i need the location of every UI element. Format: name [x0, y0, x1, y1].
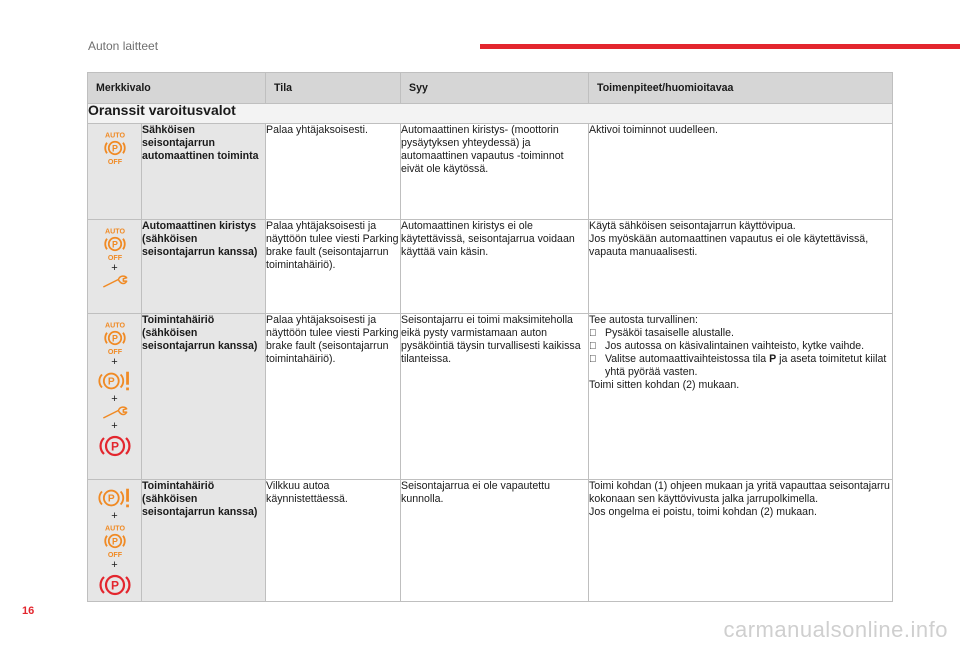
row-name: Sähköisen seisontajarrun automaattinen toiminta: [142, 124, 266, 220]
parking-brake-red-icon: [97, 571, 133, 599]
plus-sign: +: [111, 356, 118, 368]
auto-off-parking-icon: [99, 319, 131, 357]
row-state: Palaa yhtäjaksoisesti.: [266, 124, 401, 220]
table-row: [88, 124, 893, 220]
section-title: Auton laitteet: [88, 39, 159, 53]
row-action: [589, 124, 893, 220]
action-bullet: [589, 327, 892, 340]
bullet-text: [605, 353, 892, 379]
row-state: Palaa yhtäjaksoisesti ja näyttöön tulee viesti Parking brake fault (seisontajarrun toimintahäiriö).: [266, 314, 401, 480]
col-header-toimenpiteet: Toimenpiteet/huomioitavaa: [589, 73, 893, 104]
plus-sign: +: [111, 510, 118, 522]
row-action: [589, 220, 893, 314]
action-line: Käytä sähköisen seisontajarrun käyttövipua.: [589, 220, 796, 232]
auto-off-parking-icon: [99, 522, 131, 560]
row-name: Toimintahäiriö (sähköisen seisontajarrun kanssa): [142, 480, 266, 602]
watermark: carmanualsonline.info: [723, 617, 948, 642]
wrench-icon: [100, 274, 130, 290]
header-accent-bar: [480, 44, 960, 49]
wrench-icon: [100, 405, 130, 421]
row-icons: [88, 220, 142, 314]
bullet-text-bold: P: [769, 353, 777, 365]
row-state: Palaa yhtäjaksoisesti ja näyttöön tulee viesti Parking brake fault (seisontajarrun toimintahäiriö).: [266, 220, 401, 314]
row-cause: Seisontajarru ei toimi maksimiteholla eikä pysty varmistamaan auton pysäköintiä täysin turvallisesti kaikissa tilanteissa.: [401, 314, 589, 480]
plus-sign: +: [111, 420, 118, 432]
checkbox-bullet-icon: [589, 327, 605, 340]
action-line: Toimi kohdan (1) ohjeen mukaan ja yritä vapauttaa seisontajarru kokonaan sen käyttövivusta jalka jarrupolkimella.: [589, 480, 890, 505]
row-cause: Seisontajarrua ei ole vapautettu kunnolla.: [401, 480, 589, 602]
row-icons: [88, 314, 142, 480]
group-title: Oranssit varoitusvalot: [88, 104, 893, 124]
warning-lights-table: [87, 72, 893, 602]
row-action: [589, 480, 893, 602]
row-action: [589, 314, 893, 480]
table-row: [88, 220, 893, 314]
checkbox-bullet-icon: [589, 353, 605, 379]
bullet-text-part: ja aseta toimitetut kiilat yhtä pyörää vasten.: [605, 353, 887, 378]
row-icons: [88, 124, 142, 220]
bullet-text-part: Valitse automaattivaihteistossa tila: [605, 353, 770, 365]
row-cause: Automaattinen kiristys- (moottorin pysäytyksen yhteydessä) ja automaattinen vapautus -toiminnot eivät ole käytössä.: [401, 124, 589, 220]
checkbox-bullet-icon: [589, 340, 605, 353]
plus-sign: +: [111, 262, 118, 274]
col-header-tila: Tila: [266, 73, 401, 104]
bullet-text: Pysäköi tasaiselle alustalle.: [605, 327, 734, 339]
parking-exclamation-icon: [96, 368, 134, 394]
col-header-merkkivalo: Merkkivalo: [88, 73, 266, 104]
action-bullet: [589, 340, 892, 353]
action-line: Jos myöskään automaattinen vapautus ei ole käytettävissä, vapauta manuaalisesti.: [589, 233, 869, 258]
action-line: Toimi sitten kohdan (2) mukaan.: [589, 379, 740, 391]
table-row: [88, 314, 893, 480]
parking-brake-red-icon: [97, 432, 133, 460]
row-name: Automaattinen kiristys (sähköisen seisontajarrun kanssa): [142, 220, 266, 314]
action-line: Jos ongelma ei poistu, toimi kohdan (2) mukaan.: [589, 506, 817, 518]
page-number: 16: [22, 605, 35, 617]
bullet-text: Jos autossa on käsivalintainen vaihteisto, kytke vaihde.: [605, 340, 865, 352]
plus-sign: +: [111, 393, 118, 405]
row-icons: [88, 480, 142, 602]
auto-off-parking-icon: [99, 225, 131, 263]
row-name: Toimintahäiriö (sähköisen seisontajarrun kanssa): [142, 314, 266, 480]
table-row: [88, 480, 893, 602]
col-header-syy: Syy: [401, 73, 589, 104]
action-line: Aktivoi toiminnot uudelleen.: [589, 124, 718, 136]
row-cause: Automaattinen kiristys ei ole käytettävissä, seisontajarrua voidaan käyttää vain käsin.: [401, 220, 589, 314]
action-line: Tee autosta turvallinen:: [589, 314, 698, 326]
parking-exclamation-icon: [96, 485, 134, 511]
plus-sign: +: [111, 559, 118, 571]
action-bullet: [589, 353, 892, 379]
row-state: Vilkkuu autoa käynnistettäessä.: [266, 480, 401, 602]
auto-off-parking-icon: [99, 129, 131, 167]
